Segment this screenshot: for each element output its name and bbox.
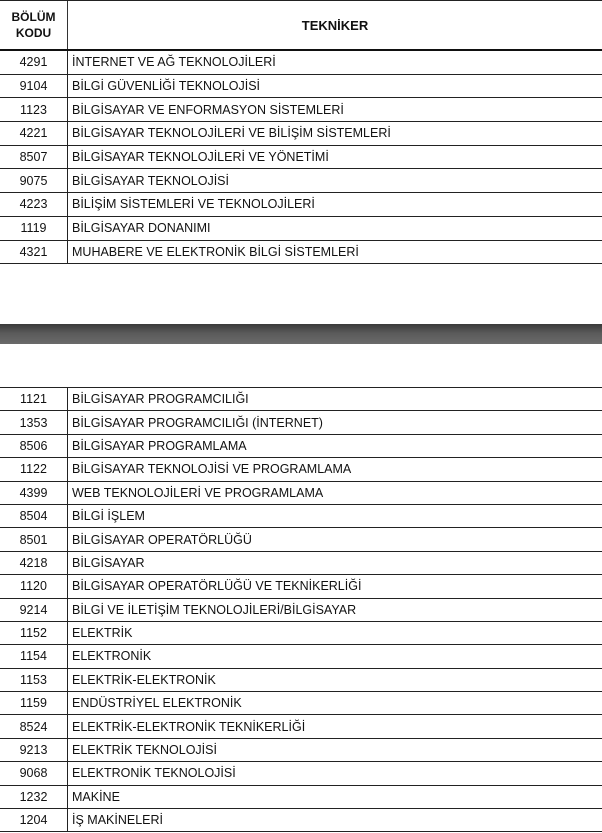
section-code-cell: 9075: [0, 169, 68, 192]
section-code-cell: 4291: [0, 51, 68, 74]
code-header-line1: BÖLÜM: [11, 10, 56, 24]
section-code-cell: 9068: [0, 762, 68, 784]
section-code-cell: 1154: [0, 645, 68, 667]
program-name-cell: İNTERNET VE AĞ TEKNOLOJİLERİ: [72, 55, 276, 70]
program-name-cell: BİLGİSAYAR OPERATÖRLÜĞÜ VE TEKNİKERLİĞİ: [72, 579, 362, 594]
section-code-cell: 1123: [0, 98, 68, 121]
top-table: [0, 0, 602, 264]
section-code-cell: 9104: [0, 75, 68, 98]
section-code-cell: 4321: [0, 241, 68, 264]
section-code-cell: 1153: [0, 669, 68, 691]
table-row: [0, 388, 602, 411]
program-name-cell: ELEKTRİK: [72, 626, 133, 641]
section-code-cell: 1152: [0, 622, 68, 644]
program-name-cell: İŞ MAKİNELERİ: [72, 813, 163, 828]
table-row: [0, 739, 602, 762]
table-row: [0, 146, 602, 170]
table-row: [0, 51, 602, 75]
program-name-cell: BİLGİSAYAR OPERATÖRLÜĞÜ: [72, 532, 252, 547]
program-name-cell: ELEKTRİK-ELEKTRONİK TEKNİKERLİĞİ: [72, 719, 306, 734]
program-name-cell: BİLİŞİM SİSTEMLERİ VE TEKNOLOJİLERİ: [72, 197, 315, 212]
table-row: [0, 645, 602, 668]
table-row: [0, 458, 602, 481]
table-row: [0, 599, 602, 622]
section-code-cell: 1120: [0, 575, 68, 597]
section-code-cell: 1122: [0, 458, 68, 480]
section-code-cell: 4221: [0, 122, 68, 145]
page-separator-band: [0, 324, 602, 344]
program-name-cell: ENDÜSTRİYEL ELEKTRONİK: [72, 696, 242, 711]
program-name-cell: BİLGİSAYAR TEKNOLOJİSİ VE PROGRAMLAMA: [72, 462, 352, 477]
table-row: [0, 435, 602, 458]
name-column-header: TEKNİKER: [301, 17, 369, 33]
program-name-cell: BİLGİSAYAR PROGRAMLAMA: [72, 438, 247, 453]
section-code-cell: 8501: [0, 528, 68, 550]
table-row: [0, 505, 602, 528]
section-code-cell: 9213: [0, 739, 68, 761]
section-code-cell: 9214: [0, 599, 68, 621]
top-table-body: [0, 51, 602, 264]
program-name-cell: ELEKTRONİK: [72, 649, 152, 664]
table-row: [0, 528, 602, 551]
table-row: [0, 692, 602, 715]
program-name-cell: MAKİNE: [72, 789, 120, 804]
table-row: [0, 98, 602, 122]
program-name-cell: BİLGİSAYAR TEKNOLOJİLERİ VE YÖNETİMİ: [72, 150, 329, 165]
code-header-line2: KODU: [15, 26, 52, 40]
table-row: [0, 622, 602, 645]
section-code-cell: 4399: [0, 482, 68, 504]
table-row: [0, 669, 602, 692]
code-column-header: [0, 1, 68, 49]
program-name-cell: MUHABERE VE ELEKTRONİK BİLGİ SİSTEMLERİ: [72, 244, 359, 259]
table-row: [0, 552, 602, 575]
program-name-cell: ELEKTRİK TEKNOLOJİSİ: [72, 743, 217, 758]
section-code-cell: 1232: [0, 786, 68, 808]
program-name-cell: BİLGİ GÜVENLİĞİ TEKNOLOJİSİ: [72, 79, 261, 94]
program-name-cell: BİLGİSAYAR VE ENFORMASYON SİSTEMLERİ: [72, 102, 344, 117]
table-row: [0, 193, 602, 217]
program-name-cell: BİLGİSAYAR TEKNOLOJİSİ: [72, 173, 229, 188]
table-row: [0, 411, 602, 434]
section-code-cell: 4223: [0, 193, 68, 216]
program-name-cell: BİLGİ VE İLETİŞİM TEKNOLOJİLERİ/BİLGİSAYAR: [72, 602, 357, 617]
program-name-cell: ELEKTRONİK TEKNOLOJİSİ: [72, 766, 236, 781]
program-name-cell: BİLGİ İŞLEM: [72, 509, 145, 524]
table-row: [0, 482, 602, 505]
section-code-cell: 1353: [0, 411, 68, 433]
program-name-cell: BİLGİSAYAR PROGRAMCILIĞI: [72, 392, 249, 407]
bottom-table: [0, 387, 602, 832]
section-code-cell: 8524: [0, 715, 68, 737]
bottom-table-body: [0, 388, 602, 832]
table-row: [0, 575, 602, 598]
section-code-cell: 8504: [0, 505, 68, 527]
program-name-cell: BİLGİSAYAR: [72, 555, 145, 570]
table-header: [0, 0, 602, 51]
table-row: [0, 217, 602, 241]
program-name-cell: ELEKTRİK-ELEKTRONİK: [72, 672, 216, 687]
section-code-cell: 1119: [0, 217, 68, 240]
section-code-cell: 1121: [0, 388, 68, 410]
section-code-cell: 8506: [0, 435, 68, 457]
table-row: [0, 169, 602, 193]
section-code-cell: 4218: [0, 552, 68, 574]
program-name-cell: BİLGİSAYAR DONANIMI: [72, 221, 211, 236]
section-code-cell: 1159: [0, 692, 68, 714]
table-row: [0, 75, 602, 99]
table-row: [0, 786, 602, 809]
section-code-cell: 8507: [0, 146, 68, 169]
table-row: [0, 809, 602, 832]
section-code-cell: 1204: [0, 809, 68, 831]
table-row: [0, 241, 602, 265]
table-row: [0, 122, 602, 146]
program-name-cell: BİLGİSAYAR TEKNOLOJİLERİ VE BİLİŞİM SİSTEMLERİ: [72, 126, 391, 141]
program-name-cell: WEB TEKNOLOJİLERİ VE PROGRAMLAMA: [72, 485, 324, 500]
program-name-cell: BİLGİSAYAR PROGRAMCILIĞI (İNTERNET): [72, 415, 323, 430]
table-row: [0, 762, 602, 785]
table-row: [0, 715, 602, 738]
